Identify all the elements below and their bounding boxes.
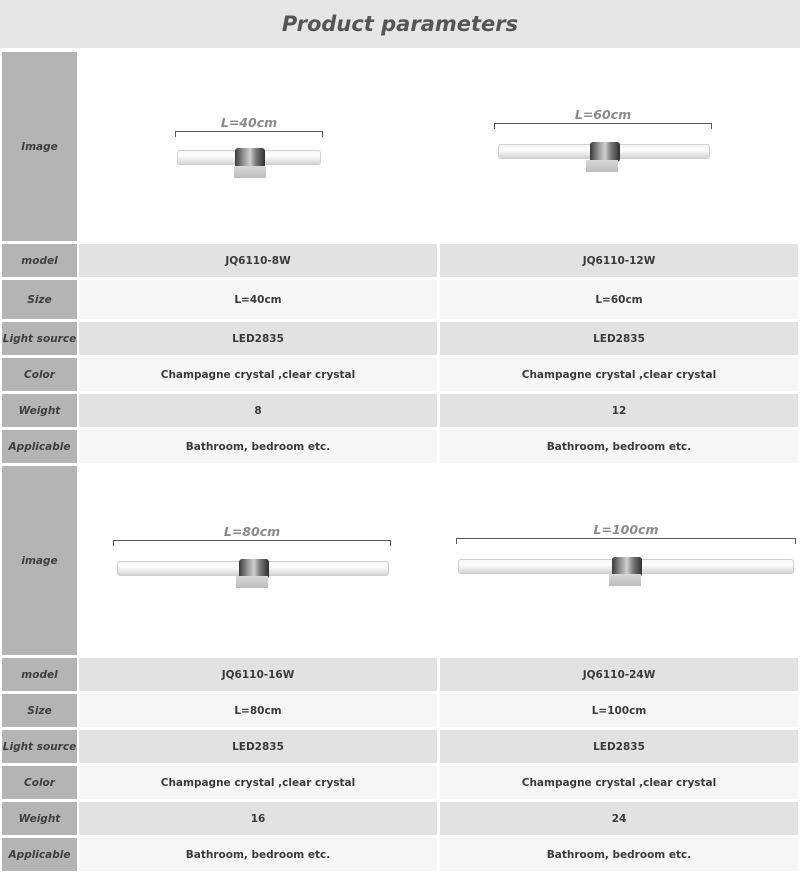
color-cell: Champagne crystal ,clear crystal bbox=[440, 766, 798, 799]
model-cell: JQ6110-12W bbox=[440, 244, 798, 277]
label-light-source: Light source bbox=[2, 322, 77, 355]
product-image-80cm bbox=[79, 466, 439, 655]
model-cell: JQ6110-24W bbox=[440, 658, 798, 691]
applicable-cell: Bathroom, bedroom etc. bbox=[440, 430, 798, 463]
page-title: Product parameters bbox=[0, 0, 800, 48]
size-cell: L=100cm bbox=[440, 694, 798, 727]
lamp-clamp bbox=[235, 148, 265, 168]
weight-cell: 8 bbox=[79, 394, 437, 427]
lamp-mount bbox=[609, 574, 641, 586]
size-cell: L=80cm bbox=[79, 694, 437, 727]
dimension-label: L=60cm bbox=[574, 106, 632, 122]
dimension-label: L=80cm bbox=[223, 523, 281, 539]
dimension-line bbox=[456, 538, 796, 544]
light-source-cell: LED2835 bbox=[440, 730, 798, 763]
color-cell: Champagne crystal ,clear crystal bbox=[79, 766, 437, 799]
dimension-line bbox=[113, 540, 391, 546]
label-light-source: Light source bbox=[2, 730, 77, 763]
label-model: model bbox=[2, 244, 77, 277]
applicable-cell: Bathroom, bedroom etc. bbox=[79, 838, 437, 871]
light-source-cell: LED2835 bbox=[440, 322, 798, 355]
product-image-100cm bbox=[440, 466, 798, 655]
label-image: image bbox=[2, 466, 77, 655]
size-cell: L=40cm bbox=[79, 280, 437, 319]
label-image: Image bbox=[2, 52, 77, 241]
lamp-mount bbox=[236, 576, 268, 588]
lamp-mount bbox=[234, 166, 266, 178]
lamp-clamp bbox=[590, 142, 620, 162]
weight-cell: 24 bbox=[440, 802, 798, 835]
label-weight: Weight bbox=[2, 802, 77, 835]
label-color: Color bbox=[2, 358, 77, 391]
size-cell: L=60cm bbox=[440, 280, 798, 319]
label-weight: Weight bbox=[2, 394, 77, 427]
label-size: Size bbox=[2, 694, 77, 727]
dimension-label: L=40cm bbox=[220, 114, 278, 130]
applicable-cell: Bathroom, bedroom etc. bbox=[440, 838, 798, 871]
dimension-line bbox=[494, 123, 712, 129]
model-cell: JQ6110-8W bbox=[79, 244, 437, 277]
color-cell: Champagne crystal ,clear crystal bbox=[79, 358, 437, 391]
label-size: Size bbox=[2, 280, 77, 319]
dimension-line bbox=[175, 131, 323, 137]
label-applicable: Applicable bbox=[2, 838, 77, 871]
label-model: model bbox=[2, 658, 77, 691]
light-source-cell: LED2835 bbox=[79, 730, 437, 763]
product-image-40cm bbox=[79, 52, 439, 241]
label-applicable: Applicable bbox=[2, 430, 77, 463]
label-color: Color bbox=[2, 766, 77, 799]
weight-cell: 16 bbox=[79, 802, 437, 835]
product-image-60cm bbox=[440, 52, 798, 241]
dimension-label: L=100cm bbox=[593, 521, 659, 537]
weight-cell: 12 bbox=[440, 394, 798, 427]
color-cell: Champagne crystal ,clear crystal bbox=[440, 358, 798, 391]
model-cell: JQ6110-16W bbox=[79, 658, 437, 691]
applicable-cell: Bathroom, bedroom etc. bbox=[79, 430, 437, 463]
light-source-cell: LED2835 bbox=[79, 322, 437, 355]
lamp-mount bbox=[586, 160, 618, 172]
